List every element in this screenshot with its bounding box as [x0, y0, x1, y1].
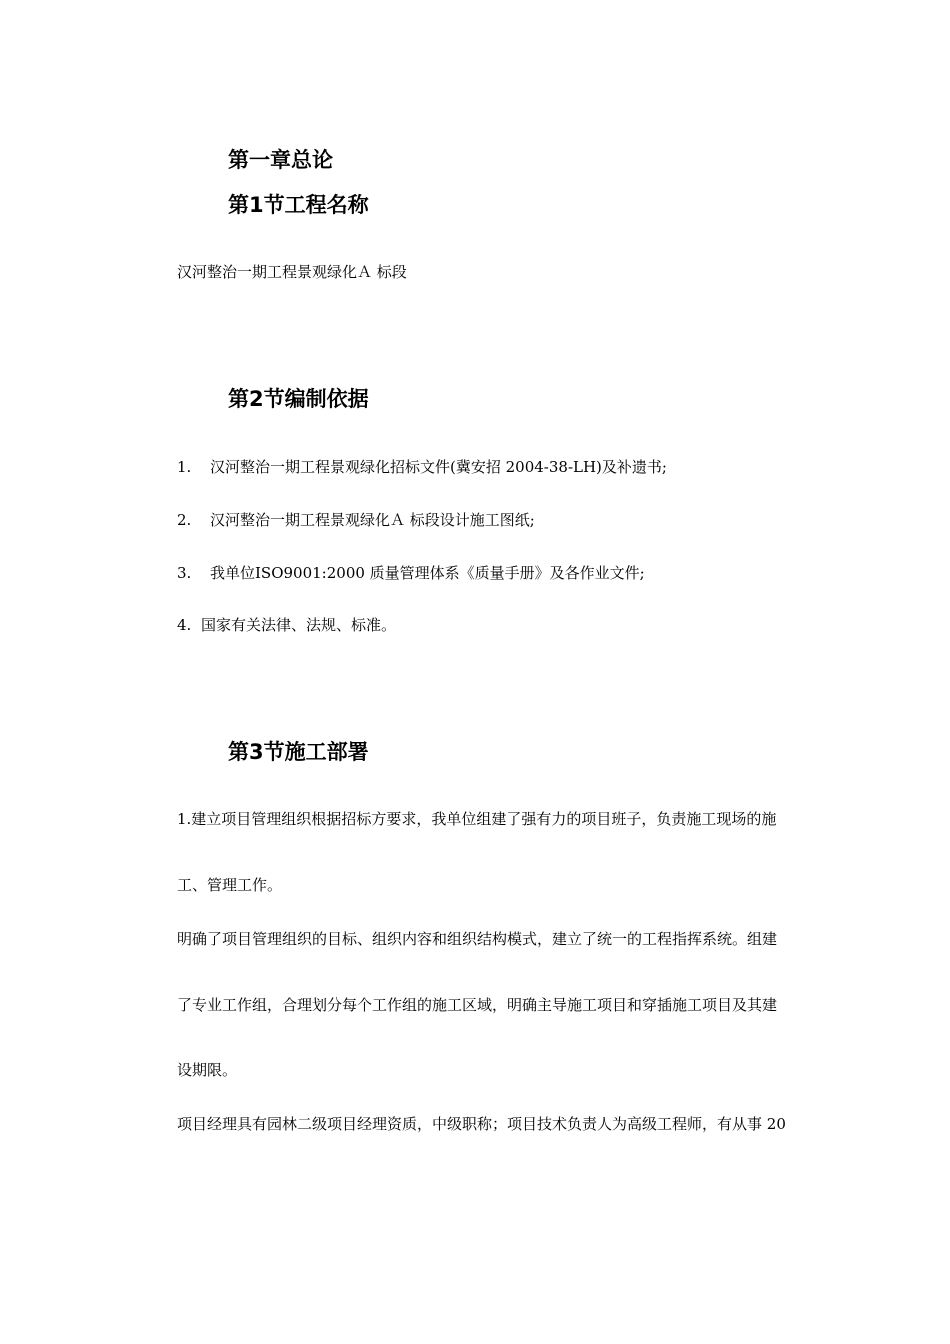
list-item-number: 4.: [177, 616, 192, 634]
list-item-number: 2.: [177, 511, 192, 529]
paragraph-line: 1.建立项目管理组织根据招标方要求，我单位组建了强有力的项目班子，负责施工现场的施: [177, 810, 777, 828]
chapter-title: 第一章总论: [228, 148, 333, 172]
list-item-text: 汉河整治一期工程景观绿化Ａ 标段设计施工图纸;: [210, 511, 535, 529]
paragraph-line: 项目经理具有园林二级项目经理资质，中级职称；项目技术负责人为高级工程师，有从事 20: [177, 1115, 786, 1133]
list-item-text: 我单位ISO9001:2000 质量管理体系《质量手册》及各作业文件;: [210, 564, 645, 582]
list-item-number: 1.: [177, 458, 192, 476]
list-item: [177, 614, 396, 636]
section-2-title: 第2节编制依据: [228, 387, 369, 411]
section-1-title: 第1节工程名称: [228, 193, 369, 217]
paragraph-line: 了专业工作组，合理划分每个工作组的施工区域，明确主导施工项目和穿插施工项目及其建: [177, 996, 778, 1014]
list-item: [177, 562, 645, 584]
paragraph-line: 设期限。: [177, 1061, 238, 1079]
list-item-number: 3.: [177, 564, 192, 582]
section-1-body: 汉河整治一期工程景观绿化Ａ 标段: [177, 263, 407, 281]
list-item: [177, 456, 667, 478]
list-item-text: 汉河整治一期工程景观绿化招标文件(冀安招 2004-38-LH)及补遗书;: [210, 458, 667, 476]
section-3-title: 第3节施工部署: [228, 740, 369, 764]
list-item-text: 国家有关法律、法规、标准。: [201, 616, 397, 634]
paragraph-line: 明确了项目管理组织的目标、组织内容和组织结构模式，建立了统一的工程指挥系统。组建: [177, 930, 778, 948]
list-item: [177, 509, 535, 531]
paragraph-line: 工、管理工作。: [177, 876, 283, 894]
